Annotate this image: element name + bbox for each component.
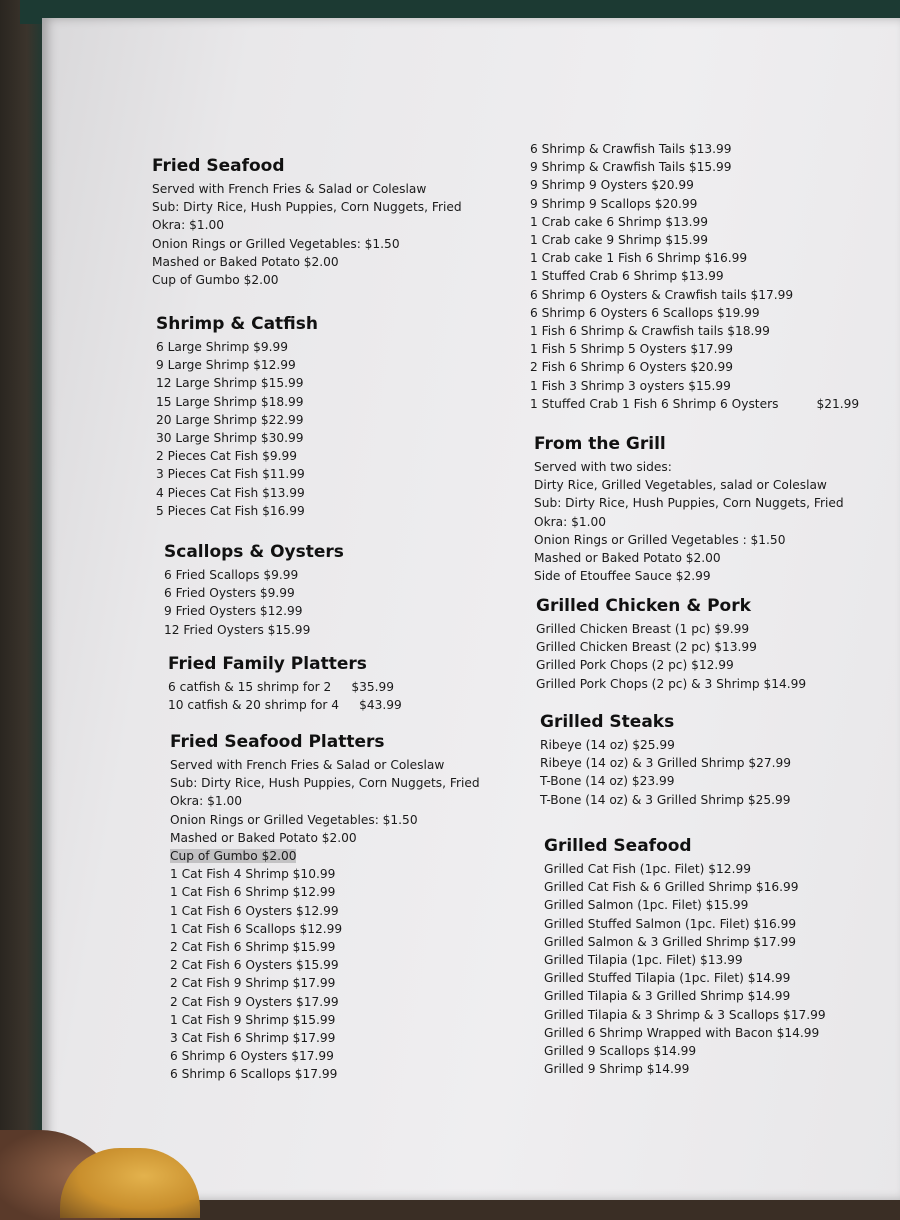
menu-item: T-Bone (14 oz) & 3 Grilled Shrimp $25.99 [540,792,791,807]
section-heading: Shrimp & Catfish [156,314,318,334]
menu-line: Mashed or Baked Potato $2.00 [170,830,357,845]
menu-line: Mashed or Baked Potato $2.00 [152,254,339,269]
menu-item: 2 Fish 6 Shrimp 6 Oysters $20.99 [530,360,733,375]
item-price: $35.99 [351,680,394,694]
menu-line: Mashed or Baked Potato $2.00 [534,551,721,566]
menu-item: 12 Fried Oysters $15.99 [164,622,311,637]
menu-item: 1 Cat Fish 4 Shrimp $10.99 [170,867,336,882]
section-scallops-oysters [164,542,344,639]
section-fried-seafood [152,156,462,289]
menu-item: 1 Fish 6 Shrimp & Crawfish tails $18.99 [530,324,770,339]
menu-item: 3 Pieces Cat Fish $11.99 [156,467,305,482]
item-price: $43.99 [359,698,402,713]
menu-item: Grilled Tilapia (1pc. Filet) $13.99 [544,953,743,968]
section-grilled-seafood [544,836,826,1078]
menu-item: Grilled Cat Fish (1pc. Filet) $12.99 [544,862,751,876]
section-steaks [540,712,791,809]
menu-item: 2 Cat Fish 9 Oysters $17.99 [170,994,339,1009]
menu-item: 9 Large Shrimp $12.99 [156,358,296,373]
menu-item: Ribeye (14 oz) & 3 Grilled Shrimp $27.99 [540,756,792,771]
menu-item: Ribeye (14 oz) $25.99 [540,738,675,752]
section-heading: Fried Family Platters [168,654,367,674]
menu-item: 6 Fried Oysters $9.99 [164,586,295,601]
menu-line: Sub: Dirty Rice, Hush Puppies, Corn Nuggets, Fried [534,496,844,511]
menu-line: Okra: $1.00 [152,218,225,233]
menu-item: Grilled Salmon (1pc. Filet) $15.99 [544,898,749,913]
menu-line: Cup of Gumbo $2.00 [152,273,279,288]
highlighted-text: Cup of Gumbo $2.00 [170,849,297,864]
menu-item: T-Bone (14 oz) $23.99 [540,774,675,789]
menu-item: Grilled Salmon & 3 Grilled Shrimp $17.99 [544,934,796,949]
menu-item: Grilled Pork Chops (2 pc) $12.99 [536,658,734,673]
menu-item: 6 Fried Scallops $9.99 [164,568,299,582]
menu-item: Grilled Tilapia & 3 Grilled Shrimp $14.99 [544,989,791,1004]
menu-item [168,696,402,714]
menu-item: 30 Large Shrimp $30.99 [156,431,304,446]
menu-item: 6 Large Shrimp $9.99 [156,340,289,354]
section-heading: Grilled Steaks [540,712,675,732]
section-combos [530,140,859,413]
menu-item: 1 Fish 5 Shrimp 5 Oysters $17.99 [530,342,733,357]
item-name: 1 Stuffed Crab 1 Fish 6 Shrimp 6 Oysters [530,396,779,411]
menu-item: 9 Shrimp 9 Oysters $20.99 [530,178,694,193]
menu-item: 5 Pieces Cat Fish $16.99 [156,503,305,518]
menu-item [168,678,402,696]
menu-line: Dirty Rice, Grilled Vegetables, salad or Coleslaw [534,478,827,493]
menu-item: 2 Cat Fish 6 Oysters $15.99 [170,958,339,973]
menu-item: 6 Shrimp 6 Oysters 6 Scallops $19.99 [530,305,760,320]
menu-item: 1 Cat Fish 9 Shrimp $15.99 [170,1012,336,1027]
menu-item: 1 Stuffed Crab 6 Shrimp $13.99 [530,269,724,284]
menu-item: 1 Cat Fish 6 Shrimp $12.99 [170,885,336,900]
menu-item: 9 Shrimp 9 Scallops $20.99 [530,196,698,211]
menu-item: 9 Fried Oysters $12.99 [164,604,303,619]
menu-item: Grilled 9 Shrimp $14.99 [544,1062,690,1077]
menu-item: 1 Cat Fish 6 Oysters $12.99 [170,903,339,918]
menu-line: Served with French Fries & Salad or Coleslaw [170,758,445,772]
menu-item: 3 Cat Fish 6 Shrimp $17.99 [170,1031,336,1046]
section-chicken-pork [536,596,806,693]
item-name: 10 catfish & 20 shrimp for 4 [168,698,340,713]
menu-line: Onion Rings or Grilled Vegetables: $1.50 [170,812,418,827]
menu-line: Side of Etouffee Sauce $2.99 [534,569,711,584]
menu-item: 1 Crab cake 1 Fish 6 Shrimp $16.99 [530,251,748,266]
menu-item [530,395,859,413]
section-shrimp-catfish [156,314,318,520]
section-family-platters [168,654,402,714]
menu-item: 1 Cat Fish 6 Scallops $12.99 [170,921,343,936]
menu-item: Grilled 9 Scallops $14.99 [544,1044,697,1059]
menu-item: 1 Crab cake 9 Shrimp $15.99 [530,233,709,248]
menu-item: 9 Shrimp & Crawfish Tails $15.99 [530,160,732,175]
menu-item: 12 Large Shrimp $15.99 [156,376,304,391]
item-name: 6 catfish & 15 shrimp for 2 [168,680,332,694]
menu-item: Grilled Chicken Breast (2 pc) $13.99 [536,640,757,655]
menu-line: Sub: Dirty Rice, Hush Puppies, Corn Nuggets, Fried [152,200,462,215]
menu-item: Grilled Tilapia & 3 Shrimp & 3 Scallops $17.99 [544,1007,826,1022]
menu-page [42,18,900,1200]
menu-item: Grilled Cat Fish & 6 Grilled Shrimp $16.99 [544,880,799,895]
section-seafood-platters [170,732,480,1084]
menu-item: 6 Shrimp 6 Scallops $17.99 [170,1067,338,1082]
menu-item: 6 Shrimp & Crawfish Tails $13.99 [530,142,732,156]
menu-item: Grilled Stuffed Salmon (1pc. Filet) $16.99 [544,916,797,931]
menu-line: Onion Rings or Grilled Vegetables: $1.50 [152,236,400,251]
menu-item: Grilled Stuffed Tilapia (1pc. Filet) $14.99 [544,971,791,986]
menu-item: 2 Pieces Cat Fish $9.99 [156,449,297,464]
menu-item: Grilled 6 Shrimp Wrapped with Bacon $14.99 [544,1025,820,1040]
menu-item: 20 Large Shrimp $22.99 [156,412,304,427]
section-heading: Grilled Seafood [544,836,692,856]
menu-item: Grilled Chicken Breast (1 pc) $9.99 [536,622,750,636]
menu-line: Onion Rings or Grilled Vegetables : $1.50 [534,532,786,547]
section-heading: Grilled Chicken & Pork [536,596,751,616]
menu-item: 15 Large Shrimp $18.99 [156,394,304,409]
menu-line: Served with French Fries & Salad or Coleslaw [152,182,427,196]
section-heading: Fried Seafood [152,156,285,176]
menu-item: Grilled Pork Chops (2 pc) & 3 Shrimp $14.99 [536,676,807,691]
menu-line: Sub: Dirty Rice, Hush Puppies, Corn Nuggets, Fried [170,776,480,791]
menu-item: 2 Cat Fish 6 Shrimp $15.99 [170,940,336,955]
section-heading: From the Grill [534,434,666,454]
menu-item: 1 Fish 3 Shrimp 3 oysters $15.99 [530,378,731,393]
section-heading: Fried Seafood Platters [170,732,385,752]
menu-item: 6 Shrimp 6 Oysters & Crawfish tails $17.99 [530,287,794,302]
menu-item: 1 Crab cake 6 Shrimp $13.99 [530,214,709,229]
menu-line [170,847,480,865]
menu-item: 4 Pieces Cat Fish $13.99 [156,485,305,500]
menu-item: 2 Cat Fish 9 Shrimp $17.99 [170,976,336,991]
menu-item: 6 Shrimp 6 Oysters $17.99 [170,1049,334,1064]
section-heading: Scallops & Oysters [164,542,344,562]
section-from-grill [534,434,844,585]
menu-line: Served with two sides: [534,460,672,474]
menu-line: Okra: $1.00 [534,514,607,529]
item-price: $21.99 [816,396,860,411]
menu-line: Okra: $1.00 [170,794,243,809]
